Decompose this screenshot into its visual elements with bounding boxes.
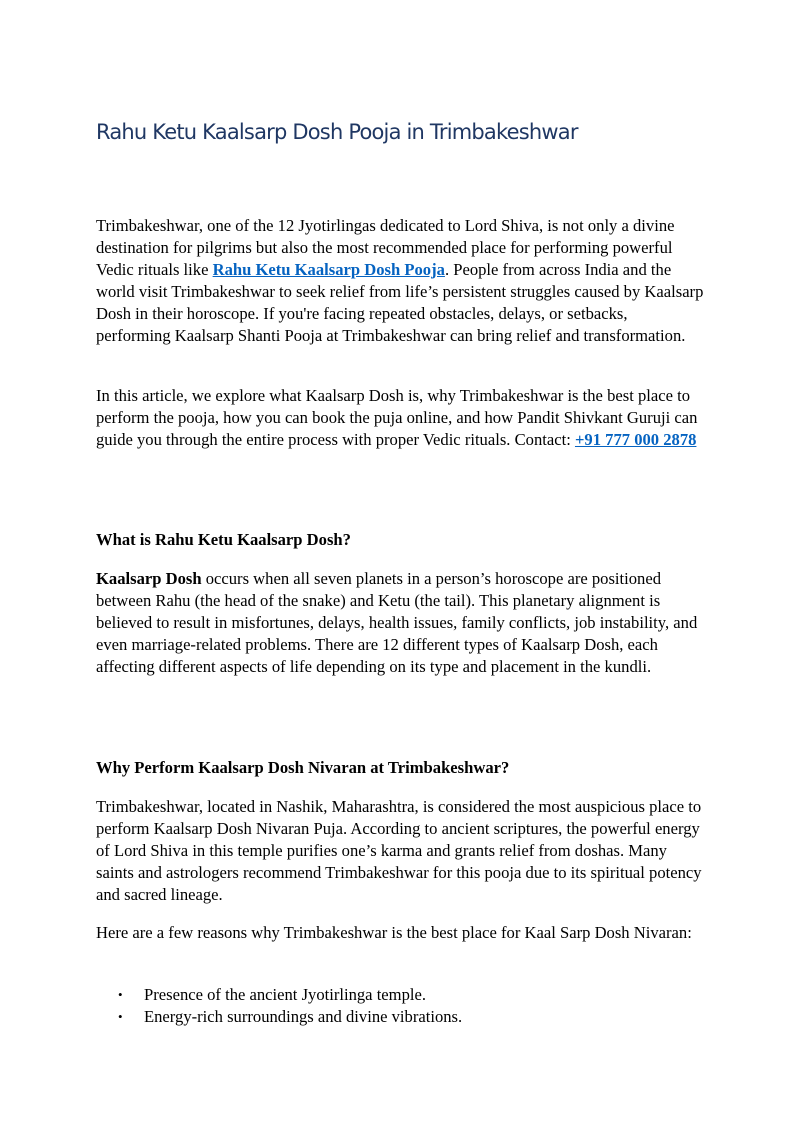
reasons-list [96, 984, 706, 1028]
kaalsarp-pooja-link[interactable]: Rahu Ketu Kaalsarp Dosh Pooja [212, 260, 445, 279]
article-paragraph [96, 385, 706, 451]
intro-text-end: . People from across India and the world visit Trimbakeshwar to seek relief from life’s persistent struggles caused by Kaalsarp Dosh in their horoscope. If you're facing repeated obstacles, delays, or setbacks, performing Kaalsarp Shanti Pooja at Trimbakeshwar can bring relief and transformation. [96, 260, 704, 345]
intro-text-start: Trimbakeshwar, one of the 12 Jyotirlingas dedicated to Lord Shiva, is not only a divine destination for pilgrims but also the most recommended place for performing powerful Vedic rituals like [96, 216, 675, 279]
list-item [96, 984, 706, 1006]
section-what-is-text: occurs when all seven planets in a person’s horoscope are positioned between Rahu (the head of the snake) and Ketu (the tail). This planetary alignment is believed to result in misfortunes, delays, health issues, family conflicts, job instability, and even marriage-related problems. There are 12 different types of Kaalsarp Dosh, each affecting different aspects of life depending on its type and placement in the kundli. [96, 569, 698, 676]
article-text: In this article, we explore what Kaalsarp Dosh is, why Trimbakeshwar is the best place to perform the pooja, how you can book the puja online, and how Pandit Shivkant Guruji can guide you through the entire process with proper Vedic rituals. Contact: [96, 386, 698, 449]
list-item-text: Energy-rich surroundings and divine vibrations. [144, 1007, 463, 1026]
intro-paragraph [96, 215, 706, 347]
section-why-paragraph: Trimbakeshwar, located in Nashik, Maharashtra, is considered the most auspicious place to perform Kaalsarp Dosh Nivaran Puja. According to ancient scriptures, the powerful energy of Lord Shiva in this temple purifies one’s karma and grants relief from doshas. Many saints and astrologers recommend Trimbakeshwar for this pooja due to its spiritual potency and sacred lineage. [96, 797, 702, 904]
contact-phone-link[interactable]: +91 777 000 2878 [574, 430, 697, 449]
page-title: Rahu Ketu Kaalsarp Dosh Pooja in Trimbakeshwar [96, 120, 578, 144]
list-item-text: Presence of the ancient Jyotirlinga temple. [144, 985, 426, 1004]
list-item [96, 1006, 706, 1028]
section-heading-why-perform: Why Perform Kaalsarp Dosh Nivaran at Trimbakeshwar? [96, 758, 510, 777]
bullet-icon: • [118, 987, 123, 1002]
section-what-is-paragraph [96, 568, 706, 678]
kaalsarp-dosh-bold: Kaalsarp Dosh [96, 569, 202, 588]
reasons-intro: Here are a few reasons why Trimbakeshwar is the best place for Kaal Sarp Dosh Nivaran: [96, 923, 692, 942]
bullet-icon: • [118, 1009, 123, 1024]
section-heading-what-is: What is Rahu Ketu Kaalsarp Dosh? [96, 530, 351, 549]
